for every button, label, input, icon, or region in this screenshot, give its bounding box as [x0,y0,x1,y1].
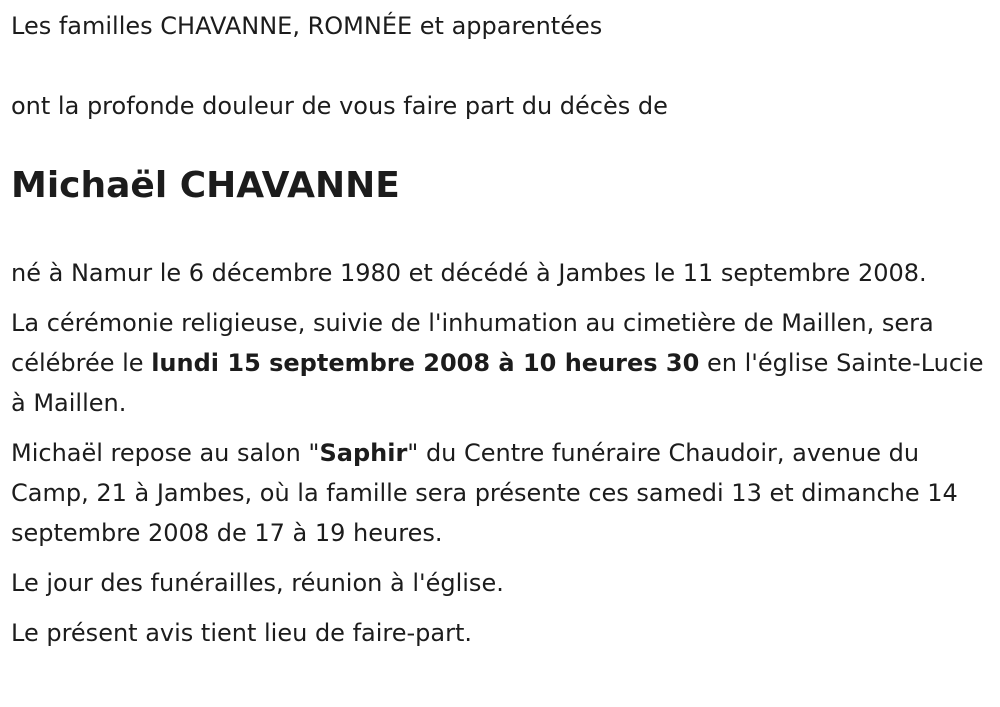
deceased-name: Michaël CHAVANNE [11,165,400,206]
funeral-meeting-text: Le jour des funérailles, réunion à l'église. [11,569,504,597]
birth-death-text: né à Namur le 6 décembre 1980 et décédé à Jambes le 11 septembre 2008. [11,259,927,287]
ceremony-paragraph [11,303,986,423]
announcement-line: ont la profonde douleur de vous faire part du décès de [11,92,668,120]
visitation-paragraph [11,433,986,553]
salon-name: Saphir [319,439,408,467]
visitation-text-before: Michaël repose au salon " [11,439,320,467]
families-intro: Les familles CHAVANNE, ROMNÉE et apparentées [11,12,603,40]
ceremony-text-after: en l'église Sainte-Lucie à Maillen. [11,349,984,417]
notice-body [11,253,986,653]
ceremony-text-before: La cérémonie religieuse, suivie de l'inhumation au cimetière de Maillen, sera célébrée le [11,309,934,377]
closing-text: Le présent avis tient lieu de faire-part. [11,619,473,647]
ceremony-date-time: lundi 15 septembre 2008 à 10 heures 30 [151,349,700,377]
visitation-text-after: " du Centre funéraire Chaudoir, avenue du Camp, 21 à Jambes, où la famille sera présente ces samedi 13 et dimanche 14 septembre 2008 de 17 à 19 heures. [11,439,958,547]
